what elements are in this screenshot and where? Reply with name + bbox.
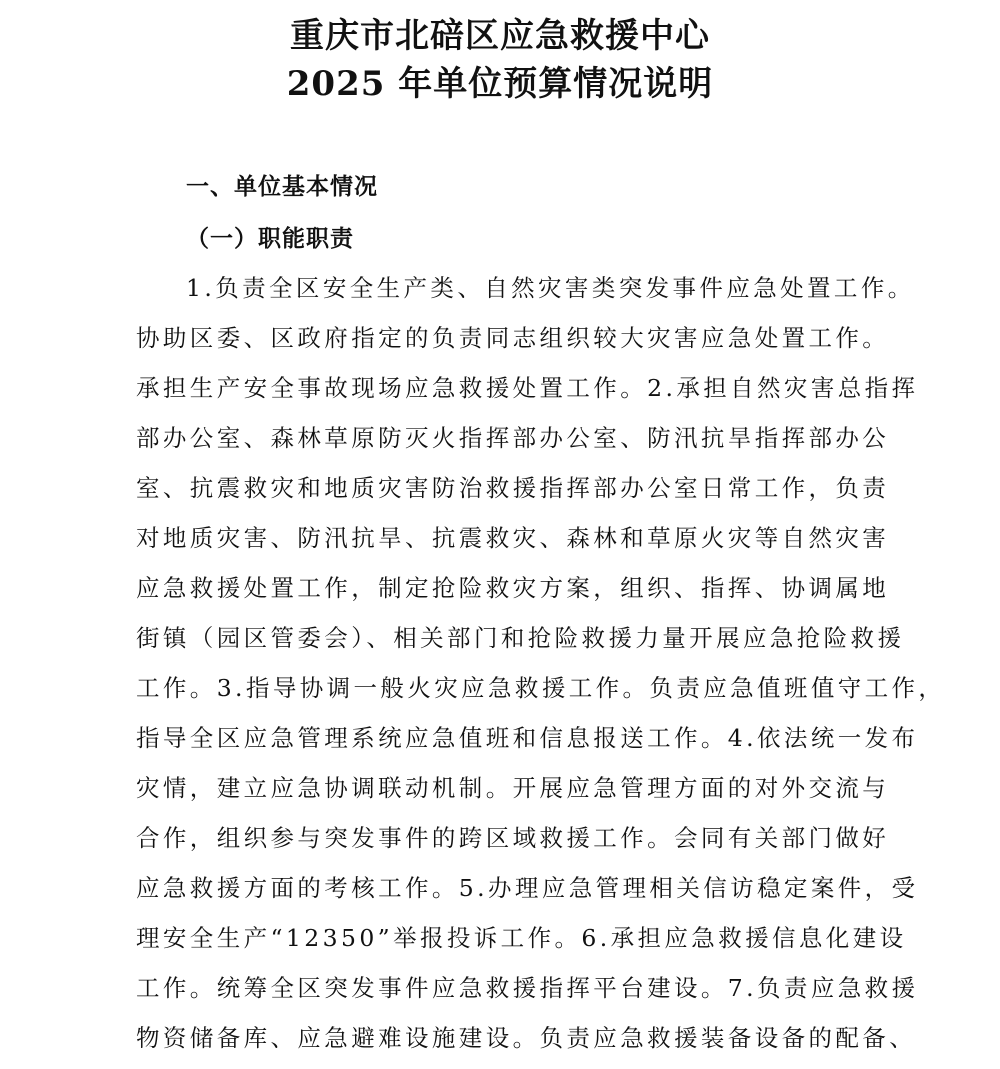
document-title-line-1: 重庆市北碚区应急救援中心 xyxy=(290,16,710,56)
body-line: 物资储备库、应急避难设施建设。负责应急救援装备设备的配备、 xyxy=(136,1024,917,1052)
body-line: 协助区委、区政府指定的负责同志组织较大灾害应急处置工作。 xyxy=(136,324,890,352)
body-line: 理安全生产“12350”举报投诉工作。6.承担应急救援信息化建设 xyxy=(136,924,907,952)
body-line: 应急救援处置工作，制定抢险救灾方案，组织、指挥、协调属地 xyxy=(136,574,890,602)
section-heading-basic-info: 一、单位基本情况 xyxy=(186,174,378,200)
body-line: 合作，组织参与突发事件的跨区域救援工作。会同有关部门做好 xyxy=(136,824,890,852)
document-title-line-2: 2025 年单位预算情况说明 xyxy=(286,64,714,104)
subsection-heading-functions: （一）职能职责 xyxy=(186,225,354,252)
body-line: 工作。统筹全区突发事件应急救援指挥平台建设。7.负责应急救援 xyxy=(136,974,919,1002)
body-line: 部办公室、森林草原防灭火指挥部办公室、防汛抗旱指挥部办公 xyxy=(136,424,890,452)
body-line: 灾情，建立应急协调联动机制。开展应急管理方面的对外交流与 xyxy=(136,774,890,802)
body-line: 指导全区应急管理系统应急值班和信息报送工作。4.依法统一发布 xyxy=(136,724,919,752)
body-line: 承担生产安全事故现场应急救援处置工作。2.承担自然灾害总指挥 xyxy=(136,374,919,402)
body-line: 对地质灾害、防汛抗旱、抗震救灾、森林和草原火灾等自然灾害 xyxy=(136,524,890,552)
body-line: 街镇（园区管委会）、相关部门和抢险救援力量开展应急抢险救援 xyxy=(136,624,905,652)
body-line: 1.负责全区安全生产类、自然灾害类突发事件应急处置工作。 xyxy=(186,274,915,302)
body-line: 应急救援方面的考核工作。5.办理应急管理相关信访稳定案件，受 xyxy=(136,874,919,902)
body-line: 室、抗震救灾和地质灾害防治救援指挥部办公室日常工作，负责 xyxy=(136,474,890,502)
body-line: 工作。3.指导协调一般火灾应急救援工作。负责应急值班值守工作， xyxy=(136,674,946,702)
